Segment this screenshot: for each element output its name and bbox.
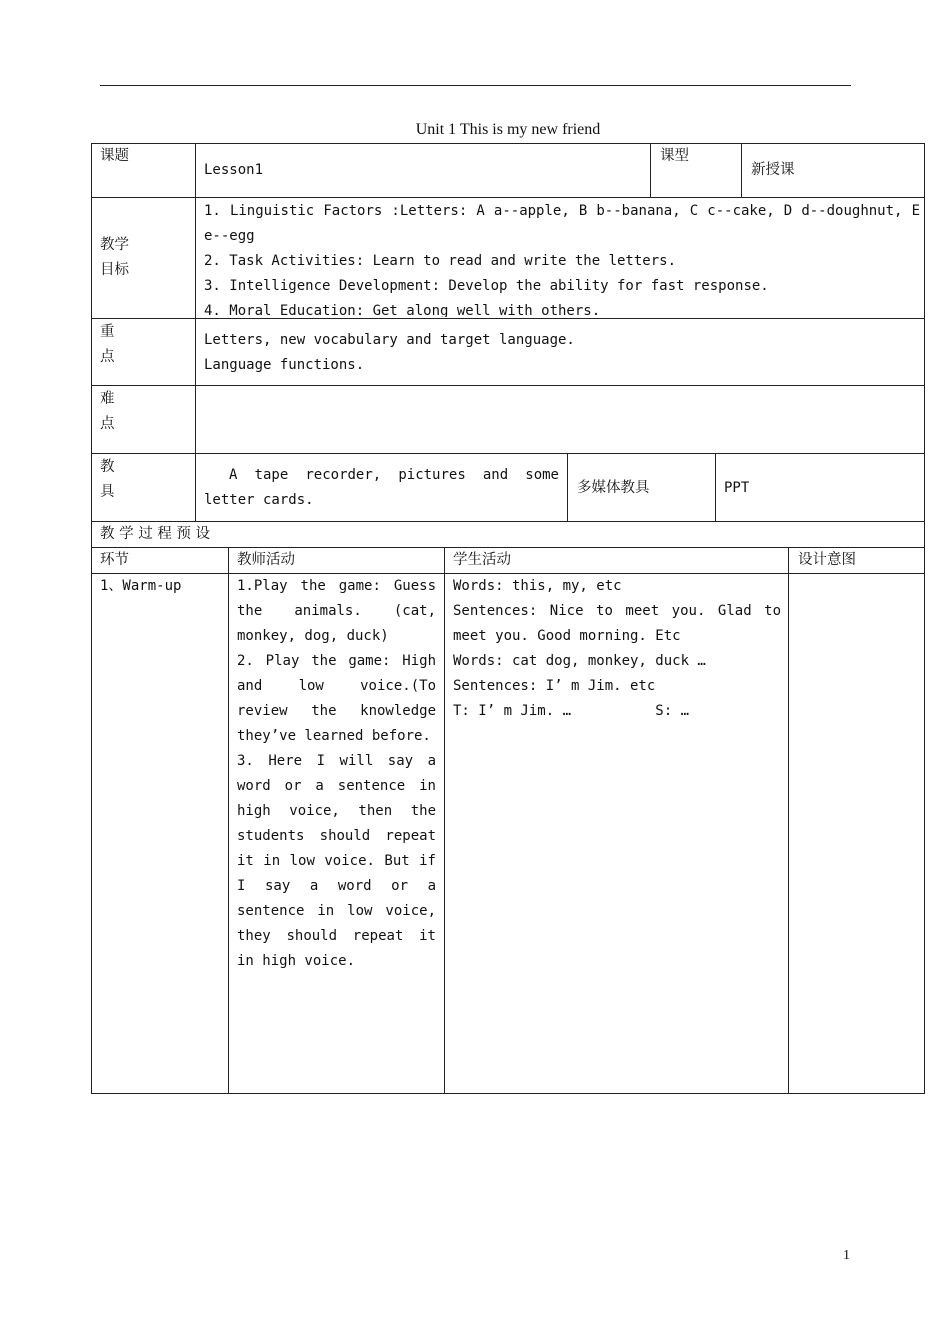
header-student-activity: 学生活动 xyxy=(453,552,511,568)
page-number: 1 xyxy=(843,1248,850,1263)
student-activity-cell xyxy=(453,574,781,724)
key-point-item: Letters, new vocabulary and target language. xyxy=(204,332,575,348)
teacher-activity-cell: 1.Play the game: Guess the animals. (cat, monkey, dog, duck) 2. Play the game: High and low voice.(To review the knowledge they’ve learned before. 3. Here I will say a word or a sentence in high voice, then the students should repeat it in low voice. But if I say a word or a sentence in low voice, they should repeat it in high voice. xyxy=(237,578,436,969)
topic-value: Lesson1 xyxy=(204,162,264,178)
header-rule xyxy=(100,85,851,86)
multimedia-value: PPT xyxy=(724,480,750,496)
objective-item: 4. Moral Education: Get along well with others. xyxy=(204,303,601,317)
student-activity-line: Sentences: Nice to meet you. Glad to xyxy=(453,603,781,619)
type-label: 课型 xyxy=(660,148,689,164)
student-activity-line: Sentences: I’ m Jim. etc xyxy=(453,678,656,694)
document-title: Unit 1 This is my new friend xyxy=(415,121,601,138)
objective-item: 3. Intelligence Development: Develop the ability for fast response. xyxy=(204,278,769,294)
process-heading: 教 学 过 程 预 设 xyxy=(100,526,211,542)
teaching-aids-value: A tape recorder, pictures and some letter cards. xyxy=(204,467,559,508)
header-design-intent: 设计意图 xyxy=(798,552,856,568)
student-activity-line: Words: cat dog, monkey, duck … xyxy=(453,653,706,669)
objective-item: 2. Task Activities: Learn to read and write the letters. xyxy=(204,253,677,269)
objective-item: e--egg xyxy=(204,228,255,244)
header-teacher-activity: 教师活动 xyxy=(237,552,295,568)
type-value: 新授课 xyxy=(751,162,795,178)
objectives-label: 教学 目标 xyxy=(100,237,129,278)
topic-label: 课题 xyxy=(100,148,129,164)
teaching-aids-label: 教 具 xyxy=(100,459,115,500)
key-points-label: 重 点 xyxy=(100,324,115,365)
stage-cell: 1、Warm-up xyxy=(100,578,182,594)
key-points xyxy=(204,328,575,378)
header-stage: 环节 xyxy=(100,552,129,568)
difficult-points-label: 难 点 xyxy=(100,391,115,432)
student-activity-line: meet you. Good morning. Etc xyxy=(453,628,681,644)
objectives-list xyxy=(204,199,920,317)
key-point-item: Language functions. xyxy=(204,357,365,373)
student-activity-line: Words: this, my, etc xyxy=(453,578,622,594)
multimedia-label: 多媒体教具 xyxy=(577,480,650,496)
student-activity-line: T: I’ m Jim. … S: … xyxy=(453,703,690,719)
objective-item: 1. Linguistic Factors :Letters: A a--apple, B b--banana, C c--cake, D d--doughnut, E xyxy=(204,203,920,219)
